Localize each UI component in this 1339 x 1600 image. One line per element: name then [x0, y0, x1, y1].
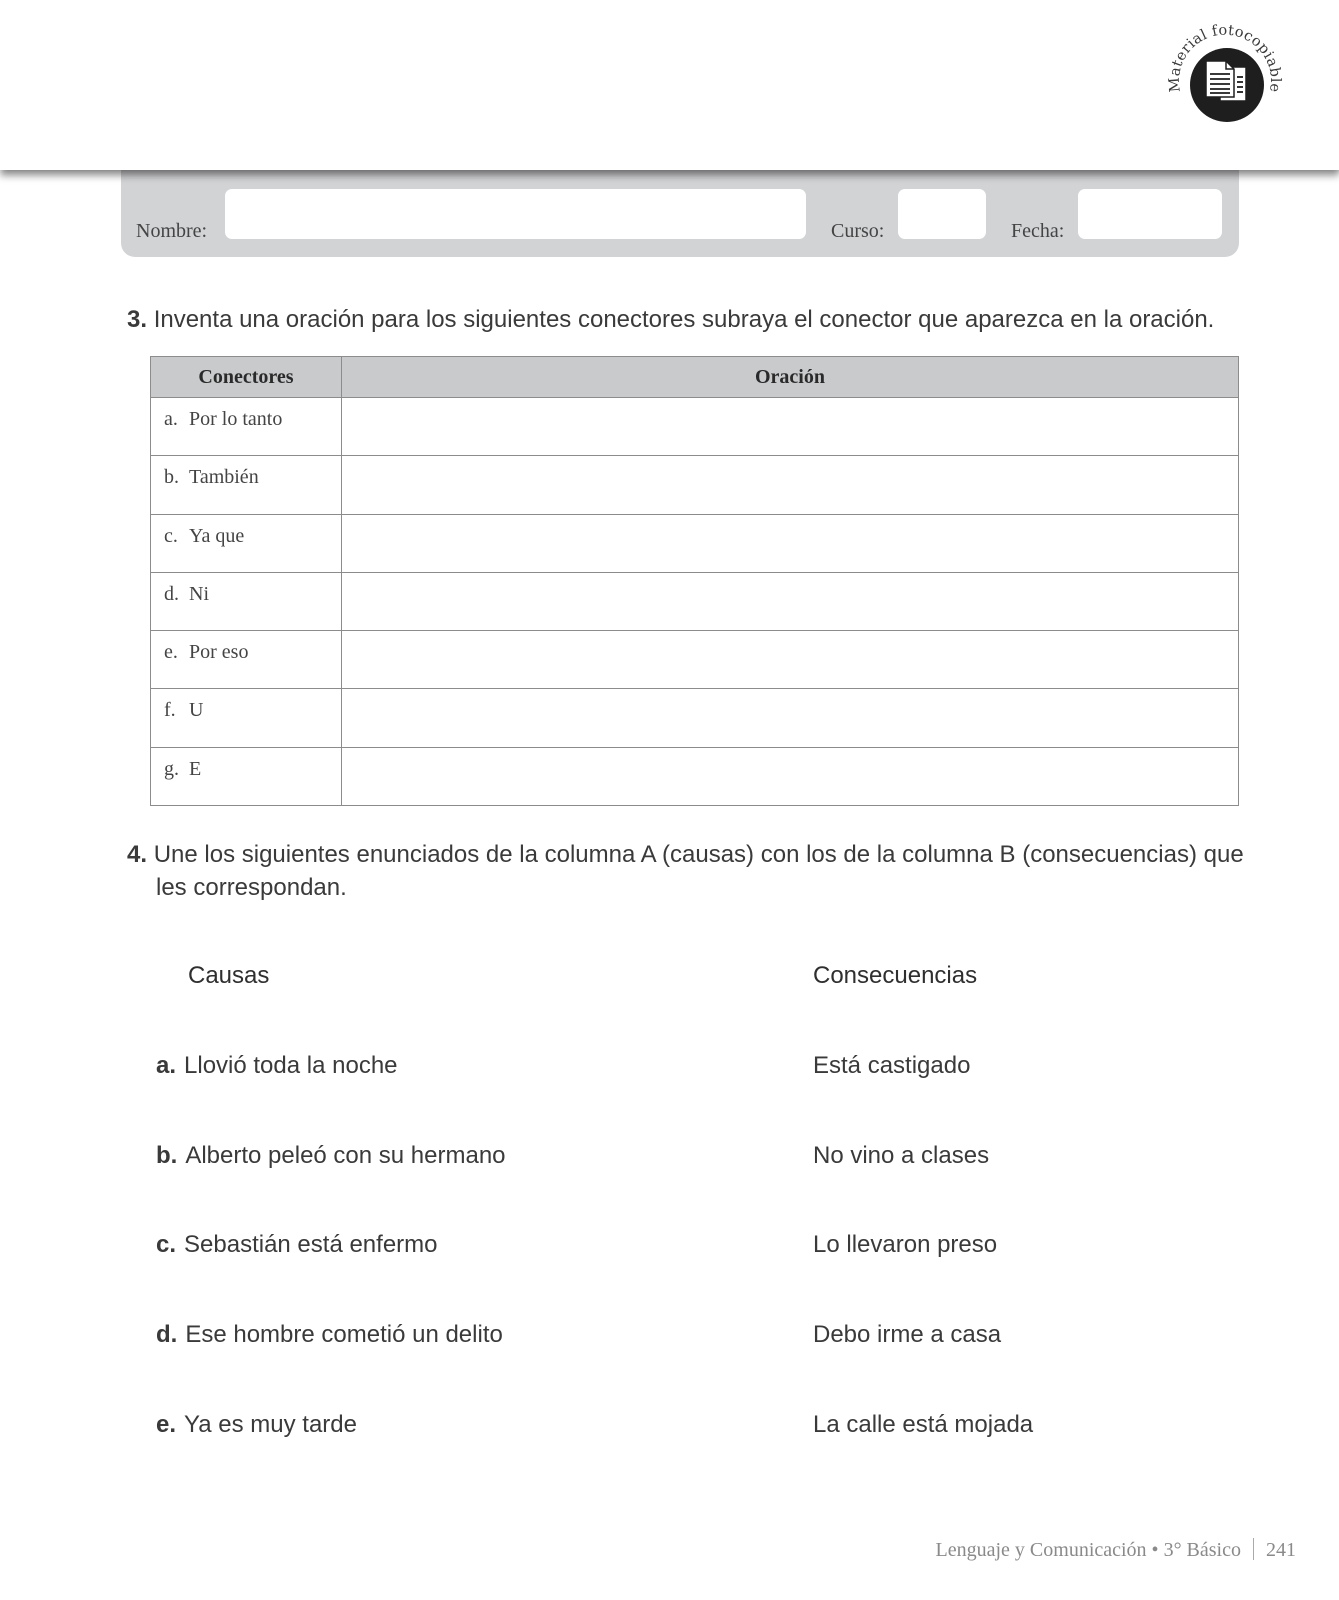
question-4-text-line2: les correspondan. [156, 874, 347, 901]
causes-heading: Causas [188, 962, 270, 989]
date-field[interactable] [1078, 189, 1222, 239]
cause-text: Sebastián está enfermo [184, 1231, 438, 1258]
footer-divider [1253, 1538, 1254, 1560]
cause-letter: b. [156, 1142, 178, 1169]
row-letter: d. [164, 582, 179, 605]
consequence-item[interactable]: No vino a clases [813, 1142, 990, 1169]
document-copies-icon [1162, 22, 1288, 148]
connector-text: E [189, 757, 202, 780]
photocopiable-stamp [1162, 22, 1288, 148]
connectors-header: Conectores [151, 357, 342, 398]
connector-cell [151, 456, 342, 514]
question-3-text: Inventa una oración para los siguientes conectores subraya el conector que aparezca en la oración. [153, 306, 1215, 333]
connector-cell [151, 689, 342, 747]
page-footer [936, 1538, 1296, 1562]
connector-cell [151, 398, 342, 456]
connector-cell [151, 514, 342, 572]
consequence-item[interactable]: Debo irme a casa [813, 1321, 1002, 1348]
table-header-row [151, 357, 1239, 398]
sentence-answer-cell[interactable] [342, 456, 1239, 514]
connector-cell [151, 631, 342, 689]
cause-letter: c. [156, 1231, 177, 1258]
cause-item[interactable] [156, 1231, 438, 1259]
cause-item[interactable] [156, 1411, 357, 1439]
stamp-text: Material fotocopiable [1166, 22, 1284, 94]
table-row [151, 456, 1239, 514]
row-letter: g. [164, 757, 179, 780]
cause-item[interactable] [156, 1142, 506, 1170]
connector-text: U [189, 699, 204, 722]
connector-text: Por eso [189, 641, 249, 664]
name-field[interactable] [225, 189, 806, 239]
table-row [151, 631, 1239, 689]
cause-text: Ya es muy tarde [184, 1411, 357, 1438]
cause-text: Alberto peleó con su hermano [185, 1142, 506, 1169]
sentence-answer-cell[interactable] [342, 747, 1239, 805]
connector-text: También [189, 466, 259, 489]
sentence-answer-cell[interactable] [342, 572, 1239, 630]
cause-letter: d. [156, 1321, 178, 1348]
sentence-answer-cell[interactable] [342, 689, 1239, 747]
cause-item[interactable] [156, 1321, 503, 1349]
connector-text: Ya que [189, 524, 245, 547]
table-row [151, 572, 1239, 630]
table-row [151, 747, 1239, 805]
cause-item[interactable] [156, 1052, 398, 1080]
row-letter: b. [164, 466, 179, 489]
row-letter: a. [164, 408, 178, 430]
date-label: Fecha: [1011, 220, 1065, 242]
page-header-band [0, 0, 1339, 170]
cause-text: Ese hombre cometió un delito [185, 1321, 503, 1348]
footer-subject: Lenguaje y Comunicación • 3° Básico [935, 1539, 1241, 1561]
table-row [151, 514, 1239, 572]
connector-cell [151, 747, 342, 805]
page-number: 241 [1266, 1539, 1296, 1561]
course-field[interactable] [898, 189, 986, 239]
table-row [151, 689, 1239, 747]
consequence-item[interactable]: Está castigado [813, 1052, 971, 1079]
cause-letter: a. [156, 1052, 177, 1079]
connector-text: Por lo tanto [189, 408, 283, 430]
row-letter: e. [164, 641, 178, 664]
connector-cell [151, 572, 342, 630]
question-3 [127, 303, 1214, 336]
connectors-table [150, 356, 1239, 806]
sentence-answer-cell[interactable] [342, 514, 1239, 572]
connector-text: Ni [189, 582, 209, 605]
row-letter: f. [164, 699, 176, 722]
consequence-item[interactable]: Lo llevaron preso [813, 1231, 998, 1258]
course-label: Curso: [831, 220, 885, 242]
name-label: Nombre: [136, 220, 208, 242]
sentence-answer-cell[interactable] [342, 398, 1239, 456]
consequences-heading: Consecuencias [813, 962, 978, 989]
cause-letter: e. [156, 1411, 177, 1438]
consequence-item[interactable]: La calle está mojada [813, 1411, 1034, 1438]
question-4-text-line1: Une los siguientes enunciados de la columna A (causas) con los de la columna B (consecuencias) que [153, 841, 1244, 868]
question-3-number: 3. [127, 306, 148, 333]
cause-text: Llovió toda la noche [184, 1052, 398, 1079]
table-row [151, 398, 1239, 456]
question-4 [127, 838, 1252, 904]
row-letter: c. [164, 524, 178, 547]
sentence-answer-cell[interactable] [342, 631, 1239, 689]
question-4-number: 4. [127, 841, 148, 868]
sentence-header: Oración [342, 357, 1239, 398]
